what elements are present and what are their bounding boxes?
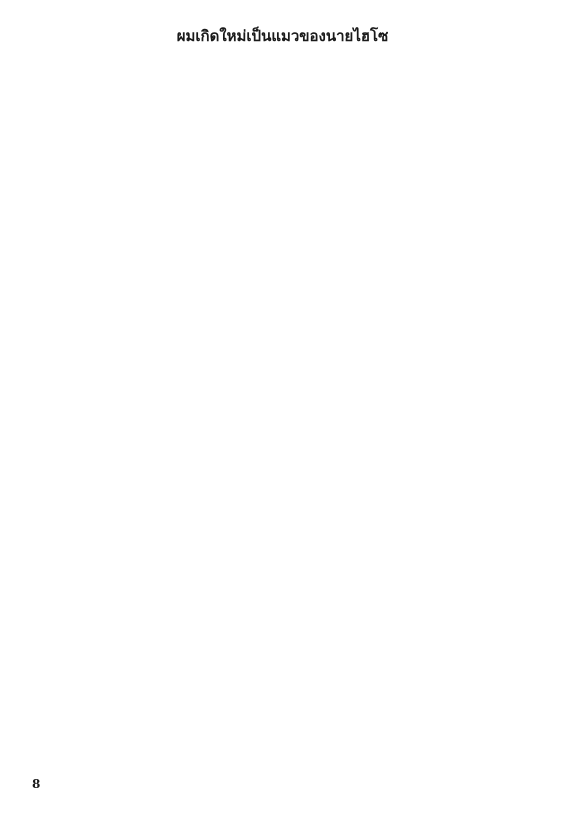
body-text <box>60 68 508 78</box>
page-number: 8 <box>32 777 41 791</box>
chapter-title: ผมเกิดใหม่เป็นแมวของนายไฮโซ <box>176 27 389 45</box>
